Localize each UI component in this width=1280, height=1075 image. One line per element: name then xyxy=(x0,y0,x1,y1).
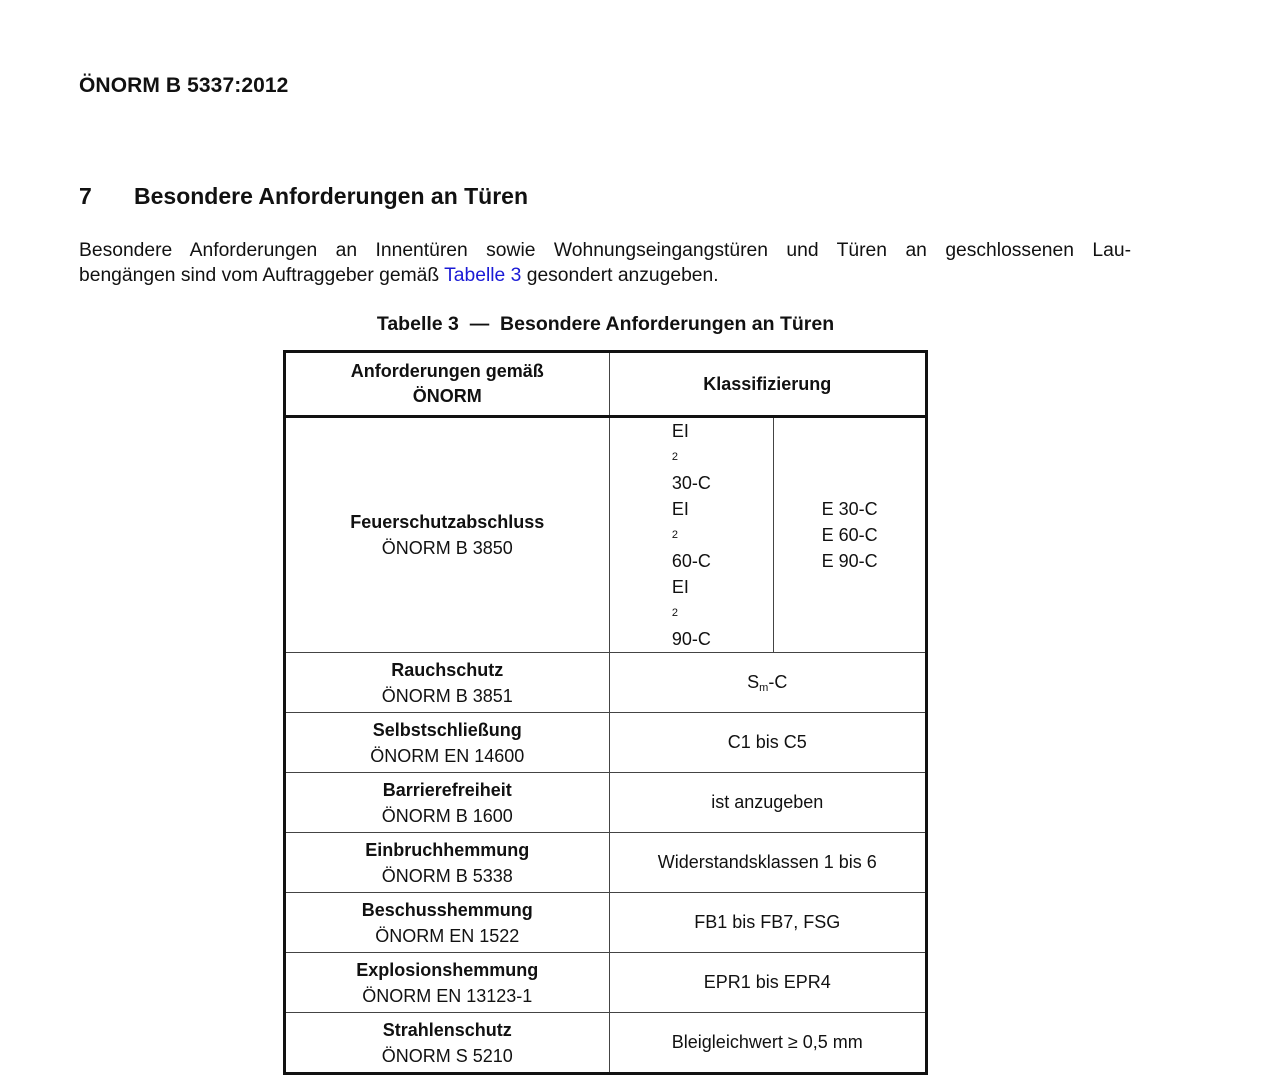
classification-cell: Bleigleichwert ≥ 0,5 mm xyxy=(609,1013,926,1074)
e-classification-item: E 30-C xyxy=(821,499,878,519)
requirement-norm: ÖNORM B 1600 xyxy=(381,805,513,826)
header-requirement-line-2: ÖNORM xyxy=(412,386,482,406)
classification-cell: ist anzugeben xyxy=(609,773,926,833)
paragraph-line-2 xyxy=(79,263,1131,288)
requirement-norm: ÖNORM B 3851 xyxy=(381,685,513,706)
requirement-cell xyxy=(285,773,610,833)
ei-classification-item: EI 2 60-C xyxy=(671,499,711,571)
ei-classification-item: EI 2 90-C xyxy=(671,577,711,649)
requirement-norm: ÖNORM B 5338 xyxy=(381,865,513,886)
table-row-smoke-protection xyxy=(285,653,927,713)
classification-cell: Widerstandsklassen 1 bis 6 xyxy=(609,833,926,893)
requirement-name: Strahlenschutz xyxy=(382,1019,512,1040)
requirement-name: Rauchschutz xyxy=(391,659,504,680)
section-title: Besondere Anforderungen an Türen xyxy=(134,183,529,209)
section-heading xyxy=(79,183,528,210)
classification-cell: $S_m-C$ xyxy=(609,653,926,713)
paragraph-text-before-link: bengängen sind vom Auftraggeber gemäß xyxy=(79,265,445,286)
requirements-table xyxy=(283,350,928,1075)
ei-classification-item: EI 2 30-C xyxy=(671,421,711,493)
table-row xyxy=(285,1013,927,1074)
table-row xyxy=(285,713,927,773)
table-row-fire-protection xyxy=(285,417,927,653)
header-requirement xyxy=(285,352,610,417)
requirement-cell xyxy=(285,417,610,653)
ei-classification-list xyxy=(672,418,711,652)
requirement-cell xyxy=(285,653,610,713)
requirement-norm: ÖNORM S 5210 xyxy=(381,1045,513,1066)
requirement-name: Einbruchhemmung xyxy=(365,839,530,860)
requirement-name: Barrierefreiheit xyxy=(382,779,512,800)
classification-ei-cell xyxy=(609,417,774,653)
requirement-cell xyxy=(285,1013,610,1074)
requirement-name: Beschusshemmung xyxy=(361,899,533,920)
requirement-cell xyxy=(285,833,610,893)
table-row xyxy=(285,953,927,1013)
body-paragraph xyxy=(79,238,1131,288)
requirement-name: Feuerschutzabschluss xyxy=(350,512,545,532)
classification-cell: C1 bis C5 xyxy=(609,713,926,773)
table-row xyxy=(285,833,927,893)
table-caption: Tabelle 3 — Besondere Anforderungen an Türen xyxy=(376,313,835,335)
classification-cell: EPR1 bis EPR4 xyxy=(609,953,926,1013)
requirement-cell xyxy=(285,713,610,773)
document-id: ÖNORM B 5337:2012 xyxy=(79,74,289,97)
header-classification: Klassifizierung xyxy=(609,352,926,417)
e-classification-item: E 90-C xyxy=(821,551,878,571)
table-reference-link[interactable]: Tabelle 3 xyxy=(444,265,522,286)
requirement-norm: ÖNORM B 3850 xyxy=(381,538,513,558)
section-number: 7 xyxy=(79,183,92,209)
table-row xyxy=(285,893,927,953)
requirement-norm: ÖNORM EN 1522 xyxy=(375,925,520,946)
requirement-name: Explosionshemmung xyxy=(356,959,539,980)
paragraph-line-1: Besondere Anforderungen an Innentüren sowie Wohnungseingangstüren und Türen an geschlossenen Lau- xyxy=(79,240,1131,261)
table-header-row xyxy=(285,352,927,417)
requirement-norm: ÖNORM EN 13123-1 xyxy=(362,985,533,1006)
e-classification-item: E 60-C xyxy=(821,525,878,545)
classification-e-cell xyxy=(774,417,927,653)
requirement-name: Selbstschließung xyxy=(372,719,522,740)
e-classification-list xyxy=(822,496,878,574)
requirement-cell xyxy=(285,893,610,953)
classification-cell: FB1 bis FB7, FSG xyxy=(609,893,926,953)
paragraph-text-after-link: gesondert anzugeben. xyxy=(521,265,719,286)
header-requirement-line-1: Anforderungen gemäß xyxy=(350,361,544,381)
table-row xyxy=(285,773,927,833)
requirement-cell xyxy=(285,953,610,1013)
requirement-norm: ÖNORM EN 14600 xyxy=(370,745,525,766)
